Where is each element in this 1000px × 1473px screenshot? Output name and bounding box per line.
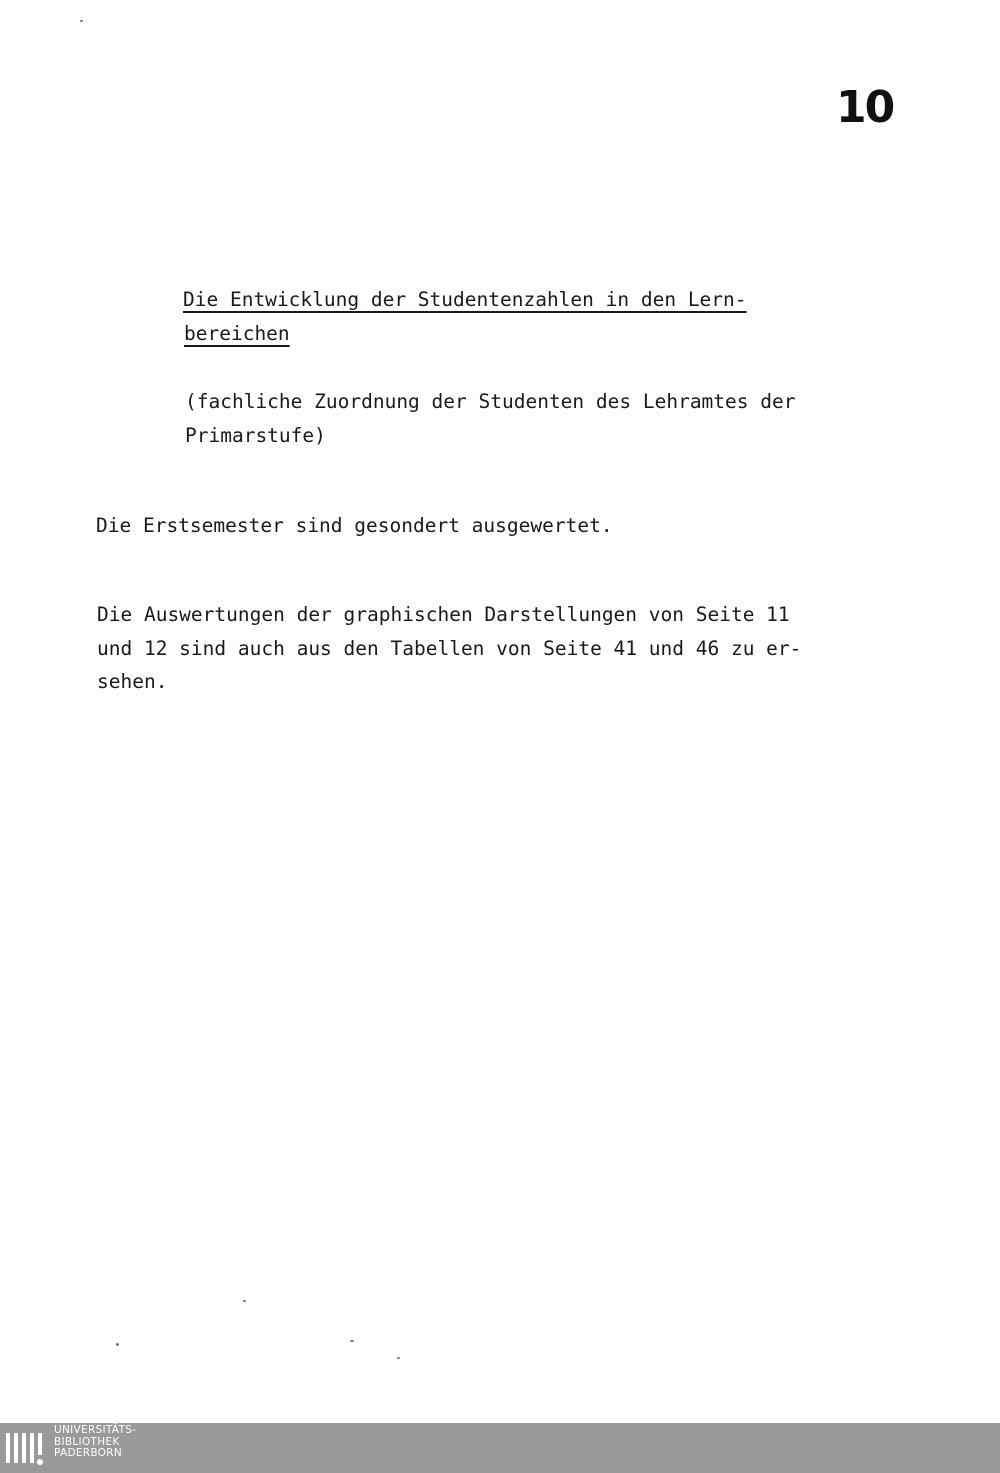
paragraph-first-semester: Die Erstsemester sind gesondert ausgewertet. bbox=[96, 514, 613, 537]
subheading-line-2: Primarstufe) bbox=[185, 424, 326, 447]
logo-text-line-1: UNIVERSITÄTS- bbox=[54, 1424, 137, 1436]
library-footer bbox=[0, 1423, 1000, 1473]
paper-speck bbox=[397, 1357, 400, 1359]
heading-line-1: Die Entwicklung der Studentenzahlen in den Lern- bbox=[183, 288, 747, 311]
heading-line-2: bereichen bbox=[184, 322, 290, 345]
paper-speck bbox=[116, 1343, 119, 1346]
page-number: 10 bbox=[836, 82, 894, 133]
paper-speck bbox=[350, 1340, 354, 1342]
subheading-line-1: (fachliche Zuordnung der Studenten des Lehramtes der bbox=[185, 390, 796, 413]
paragraph-evaluations-line-3: sehen. bbox=[97, 670, 168, 693]
paper-speck bbox=[80, 20, 83, 22]
library-logo-icon bbox=[6, 1429, 46, 1469]
logo-text-line-2: BIBLIOTHEK bbox=[54, 1435, 120, 1448]
paragraph-evaluations-line-2: und 12 sind auch aus den Tabellen von Seite 41 und 46 zu er- bbox=[97, 637, 802, 660]
logo-text-line-3: PADERBORN bbox=[54, 1447, 122, 1459]
paragraph-evaluations-line-1: Die Auswertungen der graphischen Darstellungen von Seite 11 bbox=[97, 603, 790, 626]
library-logo-text bbox=[54, 1425, 136, 1460]
paper-speck bbox=[243, 1300, 246, 1302]
